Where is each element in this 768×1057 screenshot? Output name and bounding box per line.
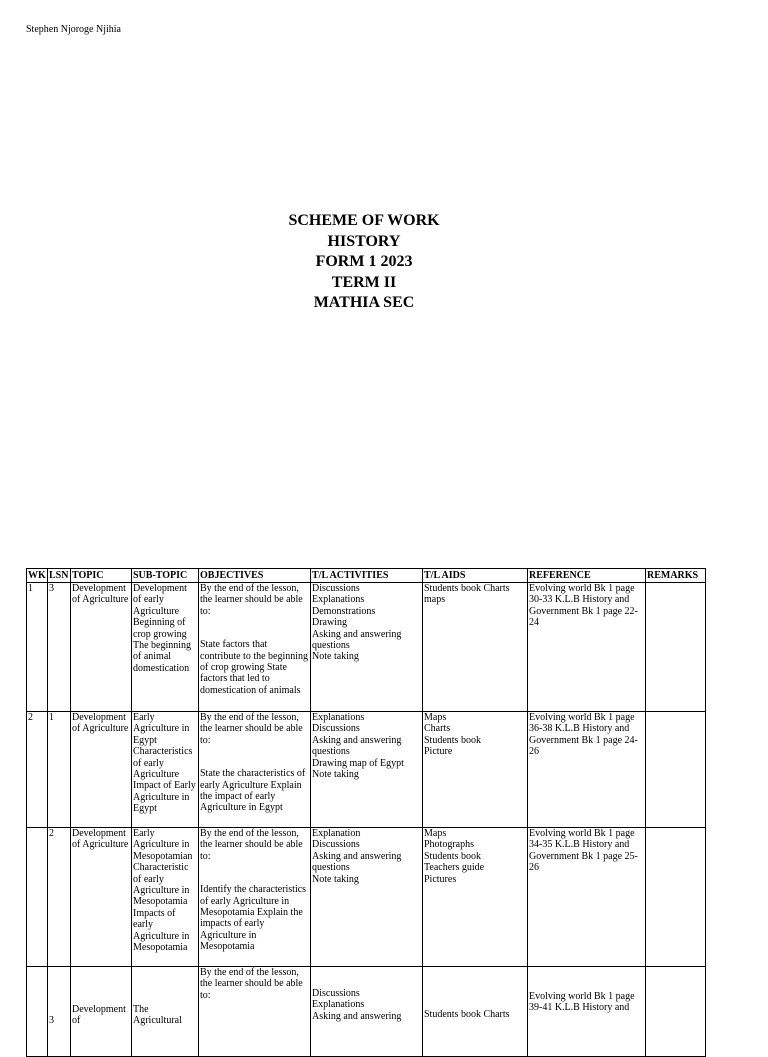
activity-item: Explanations xyxy=(312,999,365,1011)
reference-cell: Evolving world Bk 1 page 34-35 K.L.B History and Government Bk 1 page 25-26 xyxy=(528,828,646,967)
column-header: T/L AIDS xyxy=(423,569,528,583)
aid-item: Maps xyxy=(424,828,447,839)
column-header: TOPIC xyxy=(71,569,132,583)
activity-item: Explanations xyxy=(312,712,365,723)
remarks-cell xyxy=(646,583,706,712)
column-header: REFERENCE xyxy=(528,569,646,583)
week-cell: 1 xyxy=(27,583,48,712)
activities-cell xyxy=(311,967,423,1057)
title-line: HISTORY xyxy=(327,232,401,250)
aids-cell xyxy=(423,583,528,712)
subtopic-cell: Early Agriculture in Mesopotamian Characteristic of early Agriculture in Mesopotamia Impacts of early Agriculture in Mesopotamia xyxy=(132,828,199,967)
activities-cell xyxy=(311,712,423,828)
aid-item: Students book xyxy=(424,850,481,862)
activity-item: Discussions xyxy=(312,583,360,594)
reference-text: Evolving world Bk 1 page 39-41 K.L.B History and xyxy=(529,991,635,1014)
aids-cell xyxy=(423,712,528,828)
column-header: OBJECTIVES xyxy=(199,569,311,583)
activity-item: Asking and answering questions xyxy=(312,734,402,758)
column-header: WK xyxy=(28,570,46,581)
aid-item: Pictures xyxy=(424,873,457,885)
activity-item: Asking and answering questions xyxy=(312,628,402,652)
aid-item: Maps xyxy=(424,712,447,723)
topic-cell: Development of Agriculture xyxy=(71,583,132,712)
activities-cell xyxy=(311,583,423,712)
activity-item: Asking and answering questions xyxy=(312,850,402,874)
objectives-cell xyxy=(199,828,311,967)
subtopic-text: The Agricultural xyxy=(133,1004,182,1027)
subtopic-cell: Early Agriculture in Egypt Characteristics of early Agriculture Impact of Early Agriculture in Egypt xyxy=(132,712,199,828)
aid-item: Students book xyxy=(424,734,481,746)
lesson-number: 3 xyxy=(49,1015,54,1026)
objectives-intro: By the end of the lesson, the learner should be able to: xyxy=(200,583,303,617)
activity-item: Demonstrations xyxy=(312,605,376,617)
table-row xyxy=(27,828,706,967)
activity-item: Note taking xyxy=(312,769,359,781)
title-line: MATHIA SEC xyxy=(313,294,415,311)
week-cell xyxy=(27,967,48,1057)
objectives-body: Identify the characteristics of early Agriculture in Mesopotamia Explain the impacts of early Agriculture in Mesopotamia xyxy=(200,884,307,953)
activity-item: Discussions xyxy=(312,988,360,999)
objectives-cell xyxy=(199,583,311,712)
aid-item: Photographs xyxy=(424,839,474,851)
objectives-intro: By the end of the lesson, the learner should be able to: xyxy=(200,828,303,862)
reference-cell: Evolving world Bk 1 page 30-33 K.L.B History and Government Bk 1 page 22-24 xyxy=(528,583,646,712)
objectives-body: State the characteristics of early Agriculture Explain the impact of early Agriculture in Egypt xyxy=(200,768,306,814)
column-header: REMARKS xyxy=(646,569,706,583)
aid-item: Students book Charts maps xyxy=(424,583,510,606)
table-row xyxy=(27,583,706,712)
author-name: Stephen Njoroge Njihia xyxy=(26,24,121,35)
aids-cell xyxy=(423,967,528,1057)
lesson-cell xyxy=(48,967,71,1057)
topic-text: Development of xyxy=(72,1004,126,1027)
activity-item: Drawing xyxy=(312,617,347,629)
title-line: SCHEME OF WORK xyxy=(288,212,440,229)
week-cell: 2 xyxy=(27,712,48,828)
column-header: T/L ACTIVITIES xyxy=(311,569,423,583)
activities-cell xyxy=(311,828,423,967)
objectives-body: State factors that contribute to the beginning of crop growing State factors that led to domestication of animals xyxy=(200,639,309,696)
objectives-intro: By the end of the lesson, the learner should be able to: xyxy=(200,712,303,746)
table-row xyxy=(27,712,706,828)
week-cell xyxy=(27,828,48,967)
title-line: TERM II xyxy=(331,273,397,291)
lesson-cell: 3 xyxy=(48,583,71,712)
activity-item: Note taking xyxy=(312,651,359,663)
topic-cell: Development of Agriculture xyxy=(71,828,132,967)
table-header-row xyxy=(27,569,706,583)
activity-item: Discussions xyxy=(312,839,360,851)
scheme-of-work-table xyxy=(26,568,706,1057)
activity-item: Explanation xyxy=(312,828,361,839)
reference-cell: Evolving world Bk 1 page 36-38 K.L.B History and Government Bk 1 page 24-26 xyxy=(528,712,646,828)
activity-item: Drawing map of Egypt xyxy=(312,757,404,769)
subtopic-cell xyxy=(132,967,199,1057)
title-line: FORM 1 2023 xyxy=(315,253,413,270)
lesson-cell: 1 xyxy=(48,712,71,828)
aid-item: Charts xyxy=(424,723,451,735)
column-header: LSN xyxy=(48,569,71,583)
table-row xyxy=(27,967,706,1057)
aid-item: Students book Charts xyxy=(424,1009,510,1020)
aid-item: Picture xyxy=(424,746,453,758)
aids-cell xyxy=(423,828,528,967)
activity-item: Note taking xyxy=(312,873,359,885)
remarks-cell xyxy=(646,967,706,1057)
document-title xyxy=(0,211,728,314)
objectives-cell xyxy=(199,712,311,828)
lesson-cell: 2 xyxy=(48,828,71,967)
aid-item: Teachers guide xyxy=(424,862,485,874)
subtopic-cell: Development of early Agriculture Beginning of crop growing The beginning of animal domestication xyxy=(132,583,199,712)
activity-item: Discussions xyxy=(312,723,360,735)
activity-item: Asking and answering xyxy=(312,1010,402,1022)
remarks-cell xyxy=(646,712,706,828)
activity-item: Explanations xyxy=(312,594,365,606)
objectives-cell xyxy=(199,967,311,1057)
topic-cell xyxy=(71,967,132,1057)
remarks-cell xyxy=(646,828,706,967)
objectives-intro: By the end of the lesson, the learner should be able to: xyxy=(200,967,303,1001)
column-header: SUB-TOPIC xyxy=(132,569,199,583)
reference-cell xyxy=(528,967,646,1057)
topic-cell: Development of Agriculture xyxy=(71,712,132,828)
